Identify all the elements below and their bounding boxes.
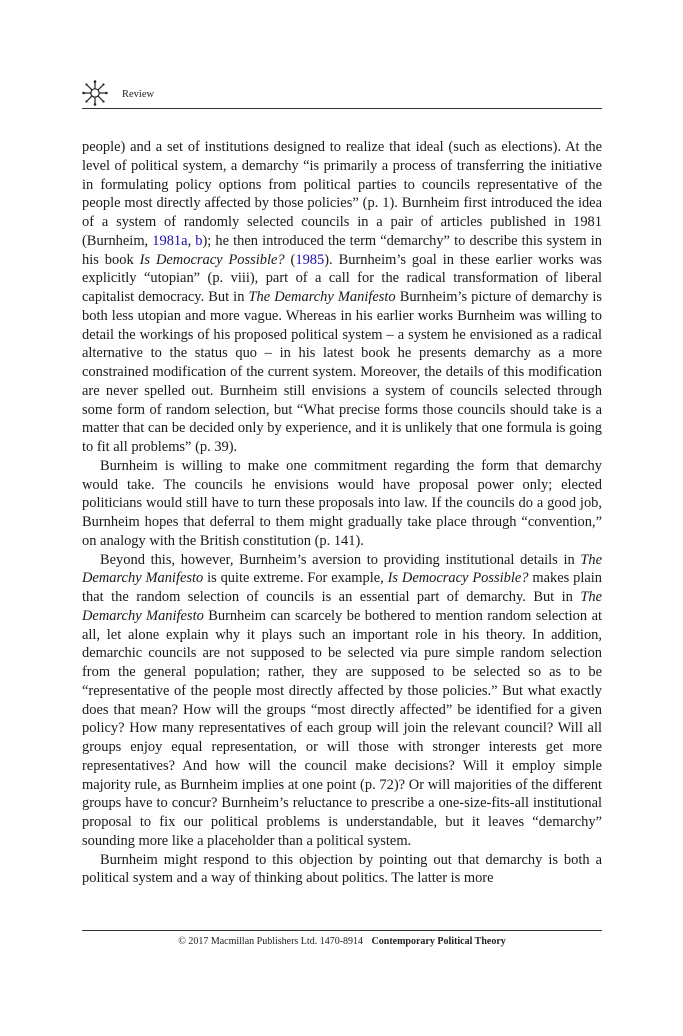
text-run: ); he then introduced the term “demarchy” to describe this system in his book (82, 232, 602, 268)
text-run: Burnheim can scarcely be bothered to mention random selection at all, let alone explain why it plays such an important role in his theory. In addition, demarchic councils are not supposed to be selected via pure simple random selection from the general population; rather, they are supposed to be selected so as to be “representative of the people most directly affected by those policies.” But what exactly does that mean? How will the groups “most directly affected” be identified for a given policy? How many representatives of each group will join the relevant council? Will all groups enjoy equal representation, or will those with stronger interests get more representatives? And how will the council make decisions? Will it employ simple majority rule, as Burnheim implies at one point (p. 72)? Or will majorities of the different groups have to concur? Burnheim’s reluctance to prescribe a one-size-fits-all institutional proposal to fix our political problems is understandable, but it leaves “demarchy” sounding more like a placeholder than a political system. (82, 607, 602, 849)
body-paragraph (82, 138, 602, 457)
body-paragraph (82, 551, 602, 851)
page-header (82, 80, 602, 109)
text-run: Burnheim might respond to this objection by pointing out that demarchy is both a political system and a way of thinking about politics. The latter is more (82, 851, 602, 887)
citation-link[interactable]: 1985 (295, 251, 325, 268)
running-head: Review (122, 89, 155, 100)
citation-link[interactable]: 1981a (152, 232, 188, 249)
text-run: , (187, 232, 196, 249)
book-title: The Demarchy Manifesto (82, 589, 602, 624)
text-run: people) and a set of institutions designed to realize that ideal (such as elections). At the level of political system, a demarchy “is primarily a process of transferring the initiative in formulating policy options from political parties to councils representative of the people most directly affected by those policies” (p. 1). Burnheim first introduced the idea of a system of randomly selected councils in a pair of articles published in 1981 (Burnheim, (82, 139, 602, 249)
journal-name: Contemporary Political Theory (371, 936, 506, 947)
text-run: Burnheim is willing to make one commitment regarding the form that demarchy would take. The councils he envisions would have proposal power only; elected politicians would still have to turn these proposals into law. If the councils do a good job, Burnheim hopes that deferral to them might gradually take place through “convention,” on analogy with the British constitution (p. 141). (82, 457, 602, 549)
book-title: The Demarchy Manifesto (248, 289, 396, 305)
journal-logo-icon (82, 80, 108, 106)
page-footer (82, 930, 602, 947)
text-run: ). Burnheim’s goal in these earlier works was explicitly “utopian” (p. viii), part of a call for the radical transformation of liberal capitalist democracy. But in (82, 251, 602, 305)
body-paragraph (82, 457, 602, 551)
book-title: Is Democracy Possible? (387, 570, 529, 587)
copyright-notice: © 2017 Macmillan Publishers Ltd. 1470-8914 (178, 936, 364, 947)
text-run: is quite extreme. For example, (203, 570, 388, 587)
text-run: Beyond this, however, Burnheim’s aversion to providing institutional details in (100, 551, 581, 568)
body-paragraph (82, 851, 602, 889)
article-body (82, 138, 602, 888)
text-run: Burnheim’s picture of demarchy is both less utopian and more vague. Whereas in his earlier works Burnheim was willing to detail the workings of his proposed political system – a system he envisioned as a radical alternative to the status quo – in his latest book he presents demarchy as a more constrained modification of the current system. Moreover, the details of this modification are never spelled out. Burnheim still envisions a system of councils selected through some form of random selection, but “What precise forms those councils should take is a matter that can be decided only by experience, and it is unlikely that one formula is going to fit all problems” (p. 39). (82, 289, 602, 455)
citation-link[interactable]: b (195, 232, 203, 249)
book-title: Is Democracy Possible? (139, 251, 285, 268)
text-run: ( (284, 251, 296, 268)
text-run: makes plain that the random selection of councils is an essential part of demarchy. But in (82, 570, 602, 605)
book-title: The Demarchy Manifesto (82, 551, 602, 587)
